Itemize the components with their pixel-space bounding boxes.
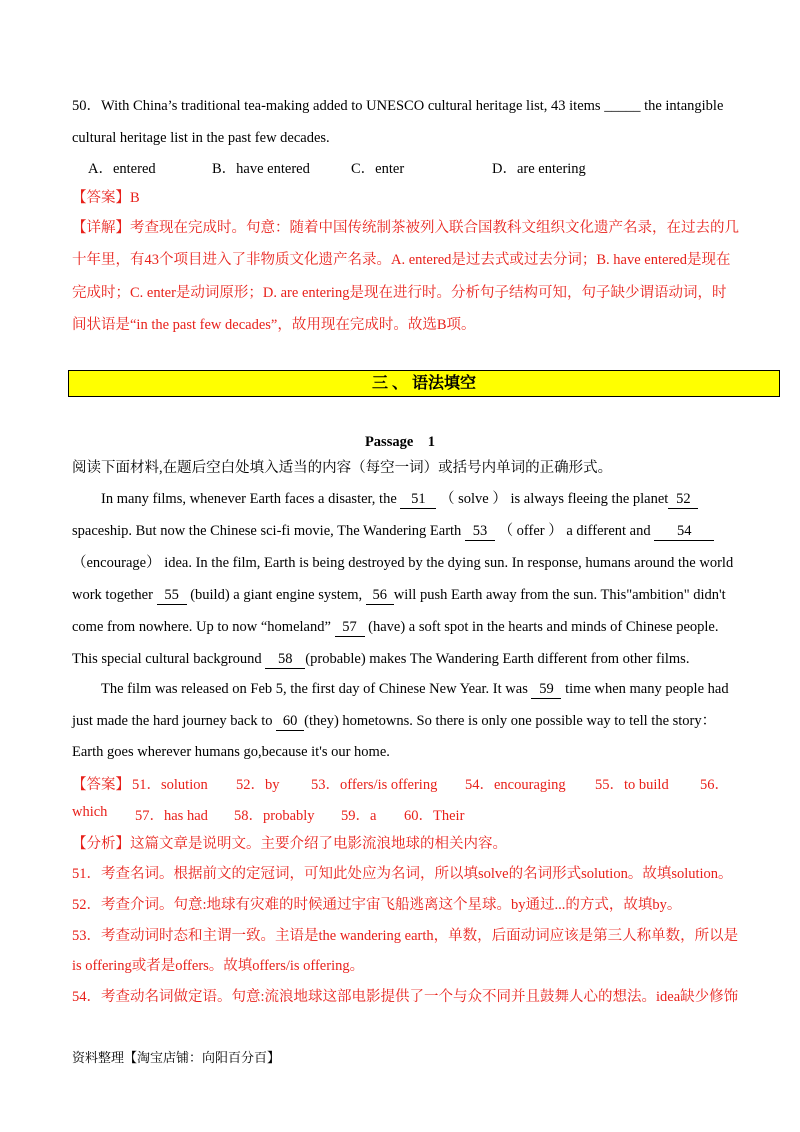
analysis-line-53b: is offering或者是offers。故填offers/is offering。 — [72, 958, 365, 974]
option-d: D．are entering — [492, 161, 586, 177]
question-50-stem-line2: cultural heritage list in the past few decades. — [72, 130, 330, 146]
text: (have) a soft spot in the hearts and minds of Chinese people. — [364, 619, 719, 635]
text: come from nowhere. Up to now “homeland” — [72, 619, 335, 635]
blank-52: 52 — [668, 491, 698, 509]
blank-51: 51 — [400, 491, 436, 509]
text: work together — [72, 587, 157, 603]
analysis-line-52: 52．考查介词。句意:地球有灾难的时候通过宇宙飞船逃离这个星球。by通过...的方式，故填by。 — [72, 897, 682, 913]
text: （ offer ） a different and — [494, 523, 655, 539]
question-50-answer: 【答案】B — [72, 190, 140, 206]
passage-p1-line6 — [72, 649, 689, 669]
text: （ solve ） is always fleeing the planet — [436, 491, 669, 507]
passage-p1-line2 — [72, 521, 714, 541]
text: will push Earth away from the sun. This"ambition" didn't — [393, 587, 726, 603]
question-50-detail-line3: 完成时；C. enter是动词原形；D. are entering是现在进行时。分析句子结构可知，句子缺少谓语动词，时 — [72, 285, 727, 301]
answer-60: 60．Their — [404, 808, 465, 824]
text: This special cultural background — [72, 651, 266, 667]
analysis-line-53: 53．考查动词时态和主谓一致。主语是the wandering earth，单数，后面动词应该是第三人称单数，所以是 — [72, 928, 739, 944]
blank-59: 59 — [531, 681, 561, 699]
text: In many films, whenever Earth faces a disaster, the — [101, 491, 401, 507]
passage-p1-line1 — [101, 489, 698, 509]
option-a: A．entered — [88, 161, 156, 177]
text: The film was released on Feb 5, the first day of Chinese New Year. It was — [101, 681, 532, 697]
answer-52: 52．by — [236, 777, 280, 793]
question-50-stem-line1: 50．With China’s traditional tea-making added to UNESCO cultural heritage list, 43 items _____ the intangible — [72, 98, 724, 114]
passage-instruction: 阅读下面材料,在题后空白处填入适当的内容（每空一词）或括号内单词的正确形式。 — [72, 460, 613, 476]
answer-55: 55．to build — [595, 777, 669, 793]
passage-title: Passage 1 — [364, 434, 436, 450]
blank-57: 57 — [335, 619, 365, 637]
option-b: B．have entered — [212, 161, 310, 177]
passage-p1-line3: （encourage） idea. In the film, Earth is being destroyed by the dying sun. In response, humans around the world — [72, 555, 734, 571]
text: (build) a giant engine system, — [186, 587, 366, 603]
answer-56-value: which — [72, 804, 108, 820]
blank-58: 58 — [265, 651, 305, 669]
blank-54: 54 — [654, 523, 714, 541]
question-50-detail-line4: 间状语是“in the past few decades”，故用现在完成时。故选B项。 — [72, 317, 476, 333]
blank-56: 56 — [366, 587, 394, 605]
answer-54: 54．encouraging — [465, 777, 566, 793]
passage-p2-line3: Earth goes wherever humans go,because it's our home. — [72, 744, 390, 760]
answer-58: 58．probably — [234, 808, 315, 824]
answer-59: 59．a — [341, 808, 377, 824]
question-50-detail-line1: 【详解】考查现在完成时。句意：随着中国传统制茶被列入联合国教科文组织文化遗产名录，在过去的几 — [72, 220, 739, 236]
blank-60: 60 — [276, 713, 304, 731]
section-header: 三 、 语法填空 — [68, 370, 780, 397]
passage-p1-line4 — [72, 585, 726, 605]
option-c: C．enter — [351, 161, 405, 177]
answer-51: 51．solution — [132, 777, 208, 793]
answers-label: 【答案】 — [72, 777, 130, 793]
passage-p1-line5 — [72, 617, 719, 637]
text: (probable) makes The Wandering Earth different from other films. — [305, 651, 690, 667]
passage-p2-line1 — [101, 679, 729, 699]
text: time when many people had — [561, 681, 729, 697]
analysis-line-51: 51．考查名词。根据前文的定冠词，可知此处应为名词，所以填solve的名词形式solution。故填solution。 — [72, 866, 733, 882]
text: spaceship. But now the Chinese sci-fi movie, The Wandering Earth — [72, 523, 465, 539]
text: (they) hometowns. So there is only one possible way to tell the story： — [304, 713, 717, 729]
answer-56-number: 56． — [700, 777, 729, 793]
analysis-line-54: 54．考查动名词做定语。句意:流浪地球这部电影提供了一个与众不同并且鼓舞人心的想法。idea缺少修饰 — [72, 989, 739, 1005]
passage-p2-line2 — [72, 711, 716, 731]
page-footer: 资料整理【淘宝店铺：向阳百分百】 — [72, 1050, 281, 1065]
answer-53: 53．offers/is offering — [311, 777, 438, 793]
question-50-detail-line2: 十年里，有43个项目进入了非物质文化遗产名录。A. entered是过去式或过去分词；B. have entered是现在 — [72, 252, 731, 268]
blank-53: 53 — [465, 523, 495, 541]
analysis-intro: 【分析】这篇文章是说明文。主要介绍了电影流浪地球的相关内容。 — [72, 836, 507, 852]
blank-55: 55 — [157, 587, 187, 605]
answer-57: 57．has had — [135, 808, 208, 824]
text: just made the hard journey back to — [72, 713, 277, 729]
